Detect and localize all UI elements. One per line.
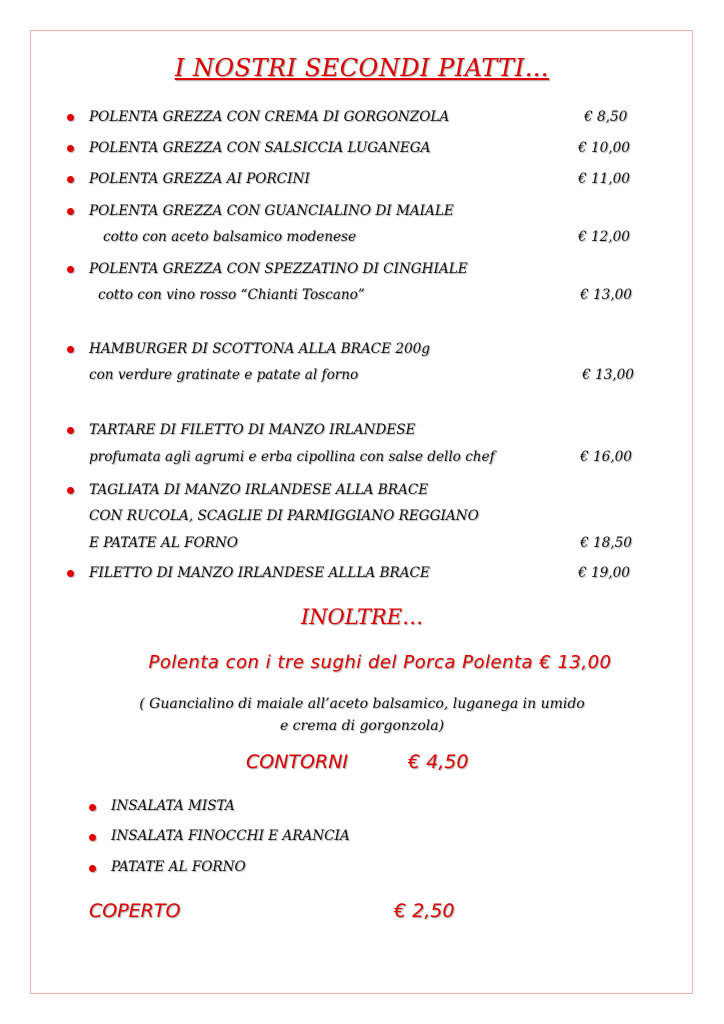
dish-name: FILETTO DI MANZO IRLANDESE ALLLA BRACE — [89, 565, 430, 581]
dish-price: € 16,00 — [580, 449, 632, 465]
dish-description: cotto con vino rosso “Chianti Toscano” — [98, 287, 365, 303]
dish-price: € 13,00 — [580, 287, 632, 303]
dish-price: € 13,00 — [582, 367, 634, 383]
special-note-line2: e crema di gorgonzola) — [279, 718, 445, 734]
dish-price: € 10,00 — [578, 140, 630, 156]
bullet-icon — [67, 427, 74, 434]
bullet-icon — [89, 834, 96, 841]
contorno-item: INSALATA MISTA — [111, 798, 235, 814]
contorni-price: € 4,50 — [408, 751, 469, 773]
dish-name: POLENTA GREZZA CON SPEZZATINO DI CINGHIALE — [89, 261, 468, 277]
dish-price: € 19,00 — [578, 565, 630, 581]
coperto-price: € 2,50 — [394, 900, 455, 922]
bullet-icon — [67, 266, 74, 273]
contorno-item: INSALATA FINOCCHI E ARANCIA — [111, 828, 350, 844]
bullet-icon — [67, 487, 74, 494]
dish-name: TAGLIATA DI MANZO IRLANDESE ALLA BRACE — [89, 482, 429, 498]
dish-price: € 8,50 — [584, 109, 628, 125]
bullet-icon — [67, 145, 74, 152]
coperto-label: COPERTO — [89, 900, 181, 922]
bullet-icon — [67, 570, 74, 577]
dish-description: E PATATE AL FORNO — [89, 535, 238, 551]
dish-description: cotto con aceto balsamico modenese — [103, 229, 357, 245]
contorno-item: PATATE AL FORNO — [111, 859, 246, 875]
bullet-icon — [67, 114, 74, 121]
dish-price: € 11,00 — [578, 171, 630, 187]
inoltre-heading: INOLTRE… — [300, 605, 424, 629]
dish-name: POLENTA GREZZA CON CREMA DI GORGONZOLA — [89, 109, 450, 125]
dish-name: POLENTA GREZZA CON SALSICCIA LUGANEGA — [89, 140, 431, 156]
bullet-icon — [89, 865, 96, 872]
dish-description: con verdure gratinate e patate al forno — [89, 367, 359, 383]
dish-price: € 12,00 — [578, 229, 630, 245]
dish-price: € 18,50 — [580, 535, 632, 551]
dish-name: POLENTA GREZZA CON GUANCIALINO DI MAIALE — [89, 203, 454, 219]
bullet-icon — [67, 346, 74, 353]
bullet-icon — [67, 208, 74, 215]
dish-name: HAMBURGER DI SCOTTONA ALLA BRACE 200g — [89, 341, 430, 357]
special-dish: Polenta con i tre sughi del Porca Polenta € 13,00 — [148, 652, 612, 673]
special-note-line1: ( Guancialino di maiale all’aceto balsamico, luganega in umido — [139, 696, 585, 712]
bullet-icon — [89, 804, 96, 811]
bullet-icon — [67, 176, 74, 183]
dish-name: TARTARE DI FILETTO DI MANZO IRLANDESE — [89, 422, 416, 438]
dish-name: POLENTA GREZZA AI PORCINI — [89, 171, 310, 187]
contorni-label: CONTORNI — [246, 751, 349, 773]
dish-description: CON RUCOLA, SCAGLIE DI PARMIGGIANO REGGIANO — [89, 508, 479, 524]
page-title: I NOSTRI SECONDI PIATTI… — [174, 54, 550, 82]
dish-description: profumata agli agrumi e erba cipollina con salse dello chef — [89, 449, 495, 465]
